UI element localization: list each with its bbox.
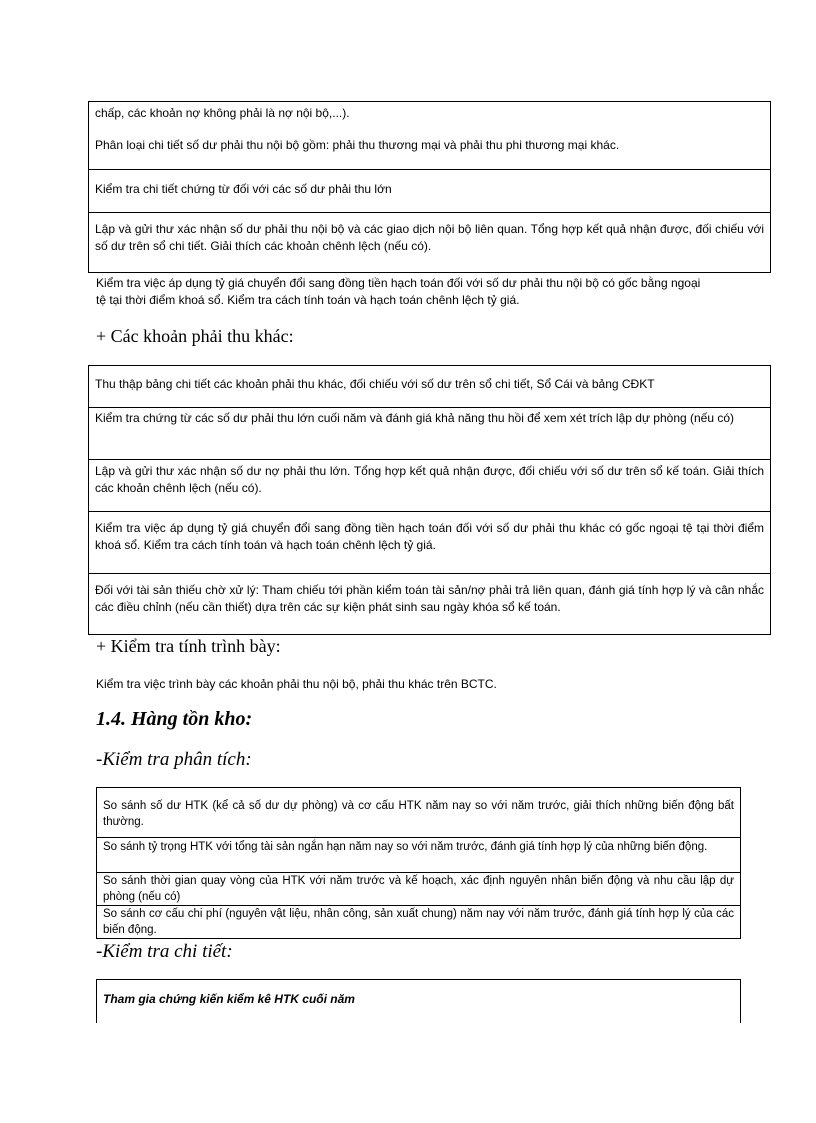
table-row xyxy=(89,213,770,274)
table-row xyxy=(89,460,770,512)
heading-other-receivables: + Các khoản phải thu khác: xyxy=(96,326,294,346)
presentation-paragraph: Kiểm tra việc trình bày các khoản phải thu nội bộ, phải thu khác trên BCTC. xyxy=(96,677,497,691)
table-row xyxy=(89,170,770,213)
table-row xyxy=(97,873,740,906)
table-row xyxy=(89,408,770,460)
table-cell: So sánh thời gian quay vòng của HTK với năm trước và kế hoạch, xác định nguyên nhân biến động và nhu cầu lập dự phòng (nếu có) xyxy=(103,875,734,903)
subheading-analytical: -Kiểm tra phân tích: xyxy=(96,749,252,770)
inventory-detail-table xyxy=(96,979,741,1023)
inventory-analytical-table xyxy=(96,787,741,939)
table-cell-line: chấp, các khoản nợ không phải là nợ nội bộ,...). xyxy=(95,106,350,120)
other-receivables-table xyxy=(88,365,771,635)
table-cell-line: Phân loại chi tiết số dư phải thu nội bộ gồm: phải thu thương mại và phải thu phi thương mại khác. xyxy=(95,138,620,152)
table-row xyxy=(97,906,740,940)
heading-presentation: + Kiểm tra tính trình bày: xyxy=(96,636,281,656)
exchange-rate-paragraph: Kiểm tra việc áp dụng tỷ giá chuyển đổi sang đồng tiền hạch toán đối với số dư phải thu nội bộ có gốc bằng ngoại tệ tại thời điểm khoá sổ. Kiểm tra cách tính toán và hạch toán chênh lệch tỷ giá. xyxy=(96,276,701,307)
table-cell: So sánh tỷ trọng HTK với tổng tài sản ngắn hạn năm nay so với năm trước, đánh giá tính hợp lý của những biến động. xyxy=(103,841,708,853)
table-cell: Thu thập bảng chi tiết các khoản phải thu khác, đối chiếu với số dư trên sổ chi tiết, Sổ Cái và bảng CĐKT xyxy=(95,377,655,391)
table-row xyxy=(89,366,770,408)
table-row xyxy=(97,788,740,838)
table-cell: Đối với tài sản thiếu chờ xử lý: Tham chiếu tới phần kiểm toán tài sản/nợ phải trả liên quan, đánh giá tính hợp lý và cân nhắc các điều chỉnh (nếu cần thiết) dựa trên các sự kiện phát sinh sau ngày khóa sổ kế toán. xyxy=(95,583,764,614)
receivables-internal-table xyxy=(88,101,771,273)
table-cell: Kiểm tra chứng từ các số dư phải thu lớn cuối năm và đánh giá khả năng thu hồi để xem xét trích lập dự phòng (nếu có) xyxy=(95,411,735,425)
table-cell: So sánh cơ cấu chi phí (nguyên vật liệu, nhân công, sản xuất chung) năm nay với năm trước, đánh giá tính hợp lý của các biến động. xyxy=(103,908,734,936)
table-cell: Lập và gửi thư xác nhận số dư nợ phải thu lớn. Tổng hợp kết quả nhận được, đối chiếu với số dư trên sổ kế toán. Giải thích các khoản chênh lệch (nếu có). xyxy=(95,464,764,495)
subheading-detail: -Kiểm tra chi tiết: xyxy=(96,941,233,962)
table-cell: Tham gia chứng kiến kiểm kê HTK cuối năm xyxy=(103,992,355,1006)
table-cell: So sánh số dư HTK (kể cả số dư dự phòng) và cơ cấu HTK năm nay so với năm trước, giải thích những biến động bất thường. xyxy=(103,800,734,828)
table-row xyxy=(97,838,740,873)
table-cell: Kiểm tra chi tiết chứng từ đối với các số dư phải thu lớn xyxy=(95,182,392,196)
table-cell: Kiểm tra việc áp dụng tỷ giá chuyển đổi sang đồng tiền hạch toán đối với số dư phải thu khác có gốc ngoại tệ tại thời điểm khoá sổ. Kiểm tra cách tính toán và hạch toán chênh lệch tỷ giá. xyxy=(95,521,764,552)
table-row xyxy=(89,512,770,574)
table-row xyxy=(89,102,770,170)
section-title-inventory: 1.4. Hàng tồn kho: xyxy=(96,708,253,730)
table-row xyxy=(89,574,770,636)
table-cell: Lập và gửi thư xác nhận số dư phải thu nội bộ và các giao dịch nội bộ liên quan. Tổng hợp kết quả nhận được, đối chiếu với số dư trên sổ chi tiết. Giải thích các khoản chênh lệch (nếu có). xyxy=(95,222,764,253)
